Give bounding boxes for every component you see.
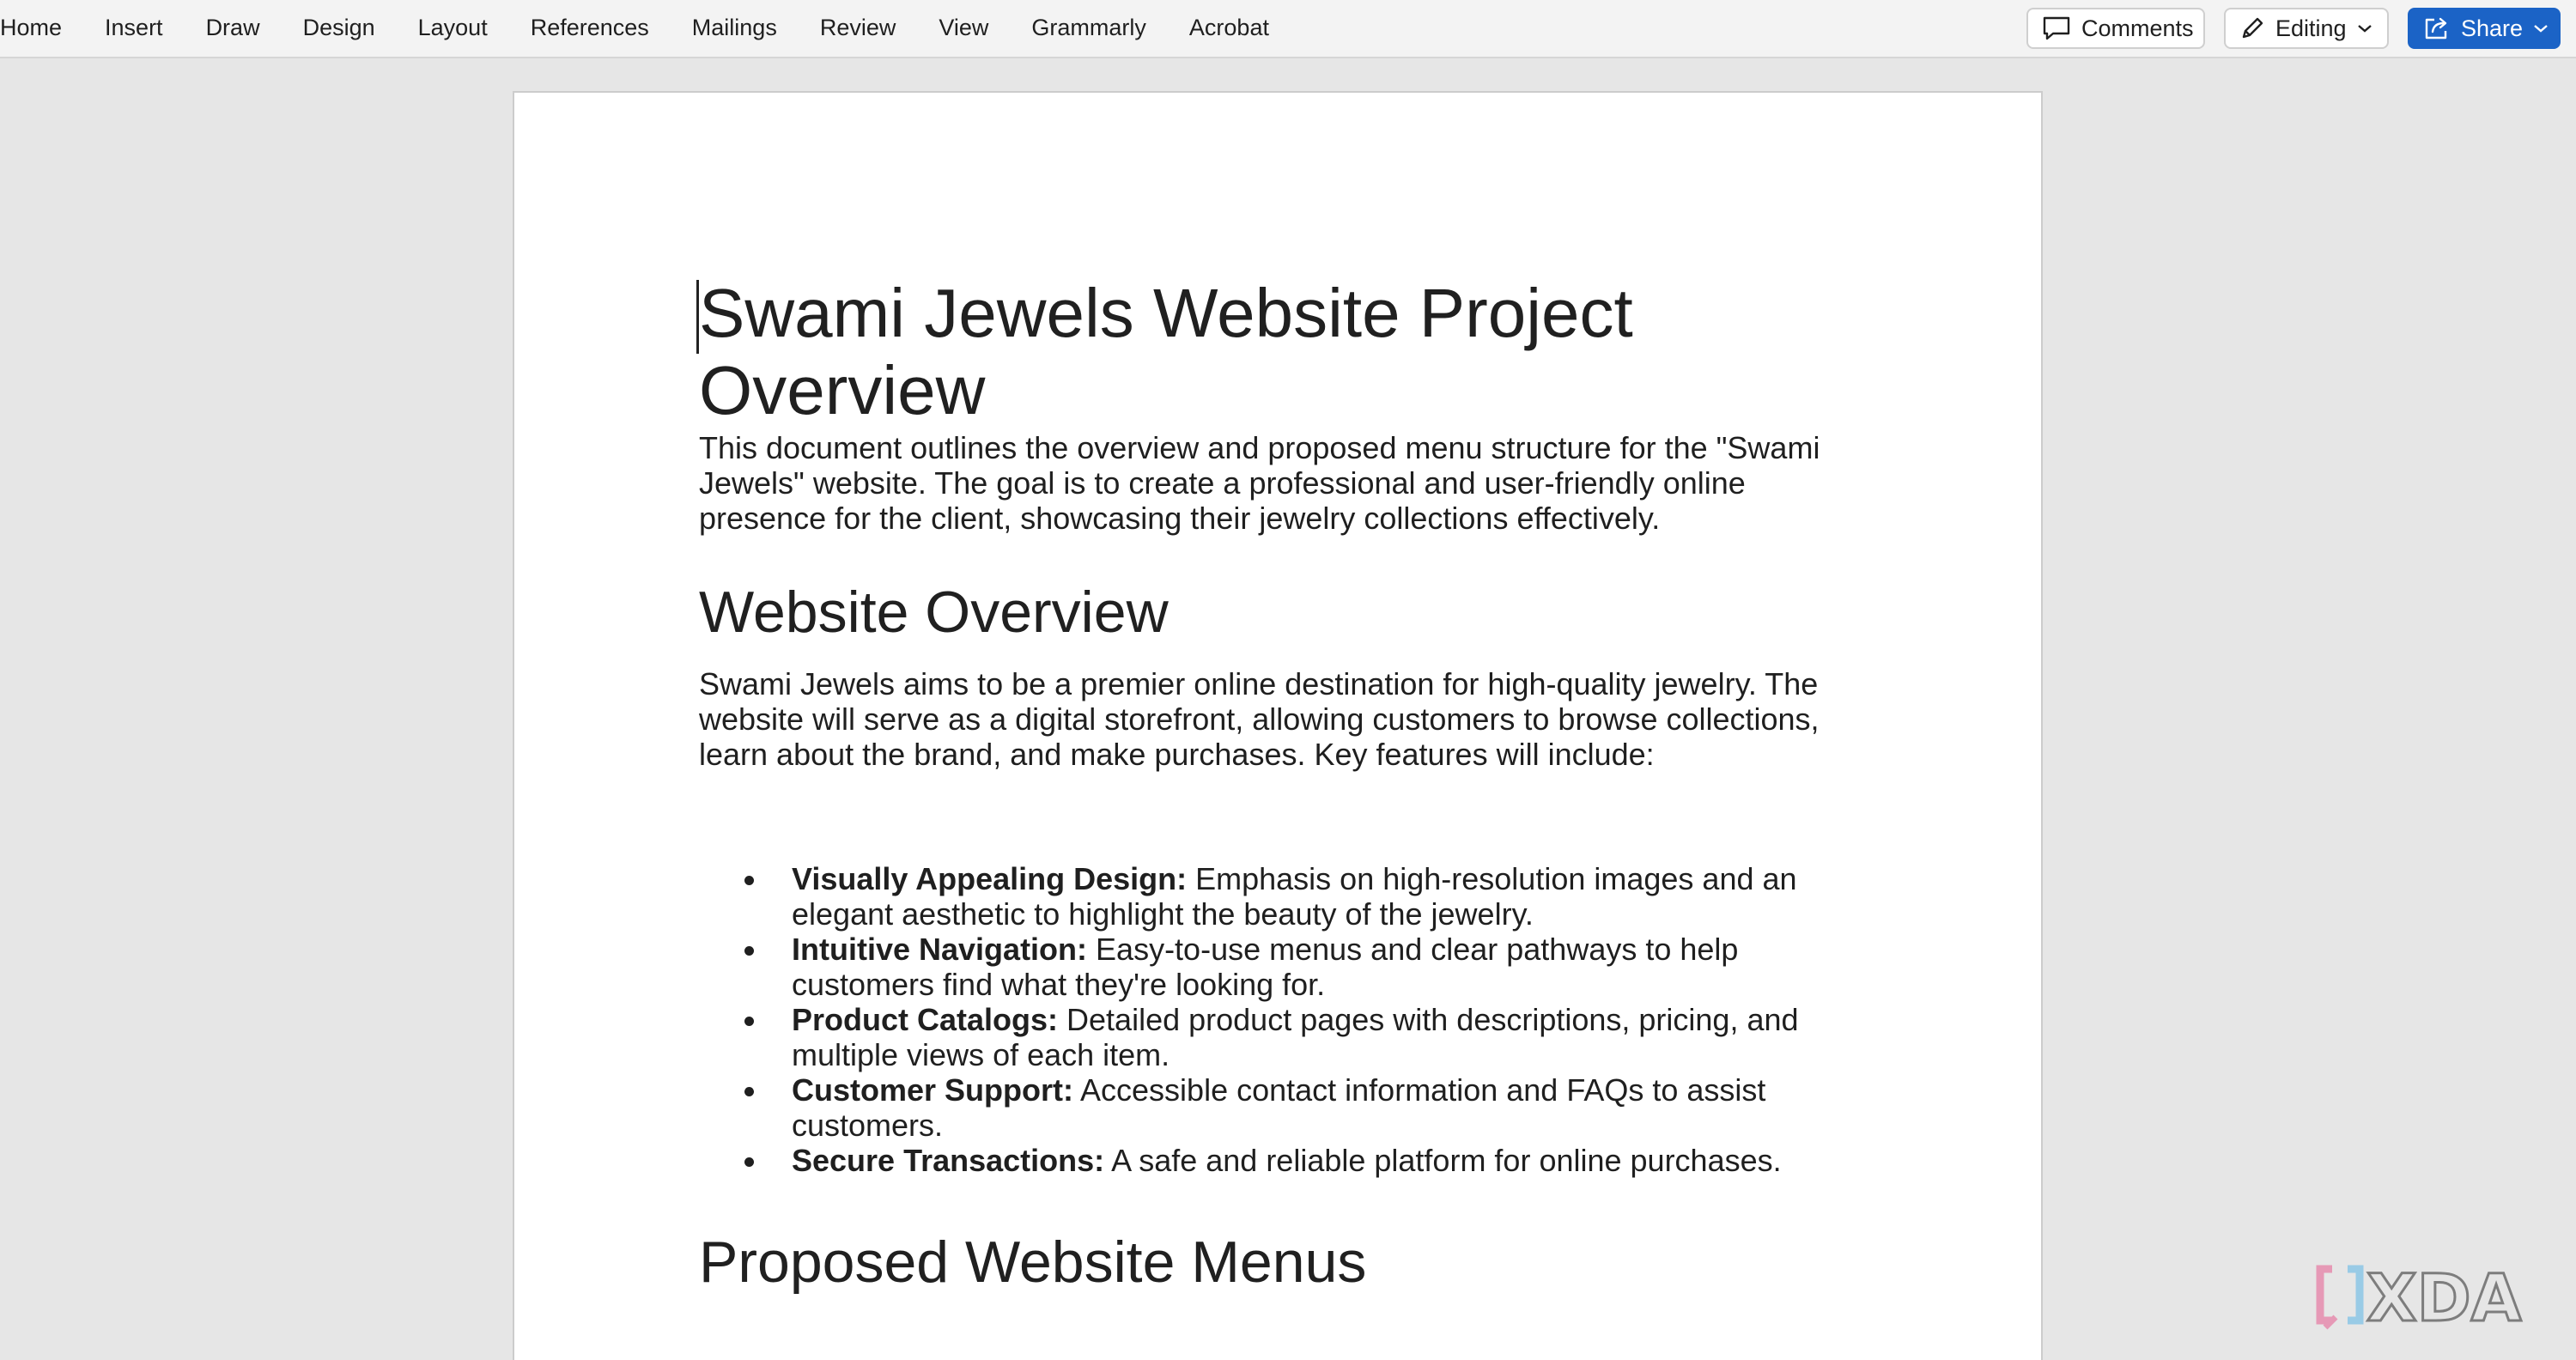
share-button[interactable] [2408,8,2561,49]
tab-home[interactable]: Home [0,14,63,40]
comment-icon [2042,15,2071,41]
ribbon-bar [0,0,2576,58]
document-body[interactable] [699,275,1850,1296]
share-label: Share [2461,15,2524,41]
feature-text: A safe and reliable platform for online purchases. [1104,1143,1782,1178]
feature-title: Visually Appealing Design: [792,861,1188,896]
document-canvas[interactable] [0,58,2576,1360]
comments-button[interactable] [2026,8,2205,49]
document-title[interactable] [699,275,1850,429]
feature-title: Secure Transactions: [792,1143,1105,1178]
ribbon-tabs [0,0,1291,55]
document-page[interactable] [513,91,2043,1360]
editing-label: Editing [2275,15,2347,41]
tab-review[interactable]: Review [819,14,896,40]
bullet-icon [744,946,754,956]
list-item[interactable] [699,932,1850,1002]
list-item[interactable] [699,1143,1850,1178]
chevron-down-icon [2357,23,2372,33]
feature-title: Customer Support: [792,1072,1073,1108]
text-cursor [696,280,699,354]
list-item[interactable] [699,1072,1850,1143]
tab-mailings[interactable]: Mailings [691,14,777,40]
xda-watermark-logo [2313,1259,2554,1336]
tab-design[interactable]: Design [302,14,375,40]
section-heading-proposed-menus[interactable]: Proposed Website Menus [699,1229,1367,1295]
bullet-icon [744,876,754,885]
tab-grammarly[interactable]: Grammarly [1031,14,1146,40]
overview-paragraph[interactable]: Swami Jewels aims to be a premier online destination for high-quality jewelry. The website will serve as a digital storefront, allowing customers to browse collections, learn about the brand, and make purchases. Key features will include: [699,666,1820,772]
document-title-text: Swami Jewels Website Project Overview [699,275,1633,428]
tab-references[interactable]: References [530,14,649,40]
bullet-icon [744,1017,754,1026]
tab-insert[interactable]: Insert [105,14,163,40]
bullet-icon [744,1087,754,1096]
comments-label: Comments [2081,15,2194,41]
feature-text: Emphasis on high-resolution images and an elegant aesthetic to highlight the beauty of the jewelry. [792,861,1797,932]
features-list [699,861,1850,1178]
feature-text: Accessible contact information and FAQs to assist customers. [792,1072,1766,1143]
tab-acrobat[interactable]: Acrobat [1188,14,1269,40]
bullet-icon [744,1157,754,1167]
share-icon [2423,15,2451,41]
tab-draw[interactable]: Draw [205,14,260,40]
intro-paragraph[interactable]: This document outlines the overview and proposed menu structure for the "Swami Jewels" website. The goal is to create a professional and user-friendly online presence for the client, showcasing their jewelry collections effectively. [699,430,1820,536]
editing-mode-button[interactable] [2224,8,2389,49]
chevron-down-icon [2533,23,2549,33]
pencil-icon [2239,15,2265,41]
ribbon-actions [2026,8,2561,49]
feature-title: Product Catalogs: [792,1002,1059,1037]
feature-title: Intuitive Navigation: [792,932,1088,967]
tab-view[interactable]: View [939,14,989,40]
section-heading-website-overview[interactable]: Website Overview [699,580,1169,645]
list-item[interactable] [699,1002,1850,1072]
list-item[interactable] [699,861,1850,932]
feature-text: Easy-to-use menus and clear pathways to help customers find what they're looking for. [792,932,1739,1002]
feature-text: Detailed product pages with descriptions, pricing, and multiple views of each item. [792,1002,1799,1072]
xda-watermark-text: XDA [2366,1260,2522,1336]
tab-layout[interactable]: Layout [417,14,488,40]
